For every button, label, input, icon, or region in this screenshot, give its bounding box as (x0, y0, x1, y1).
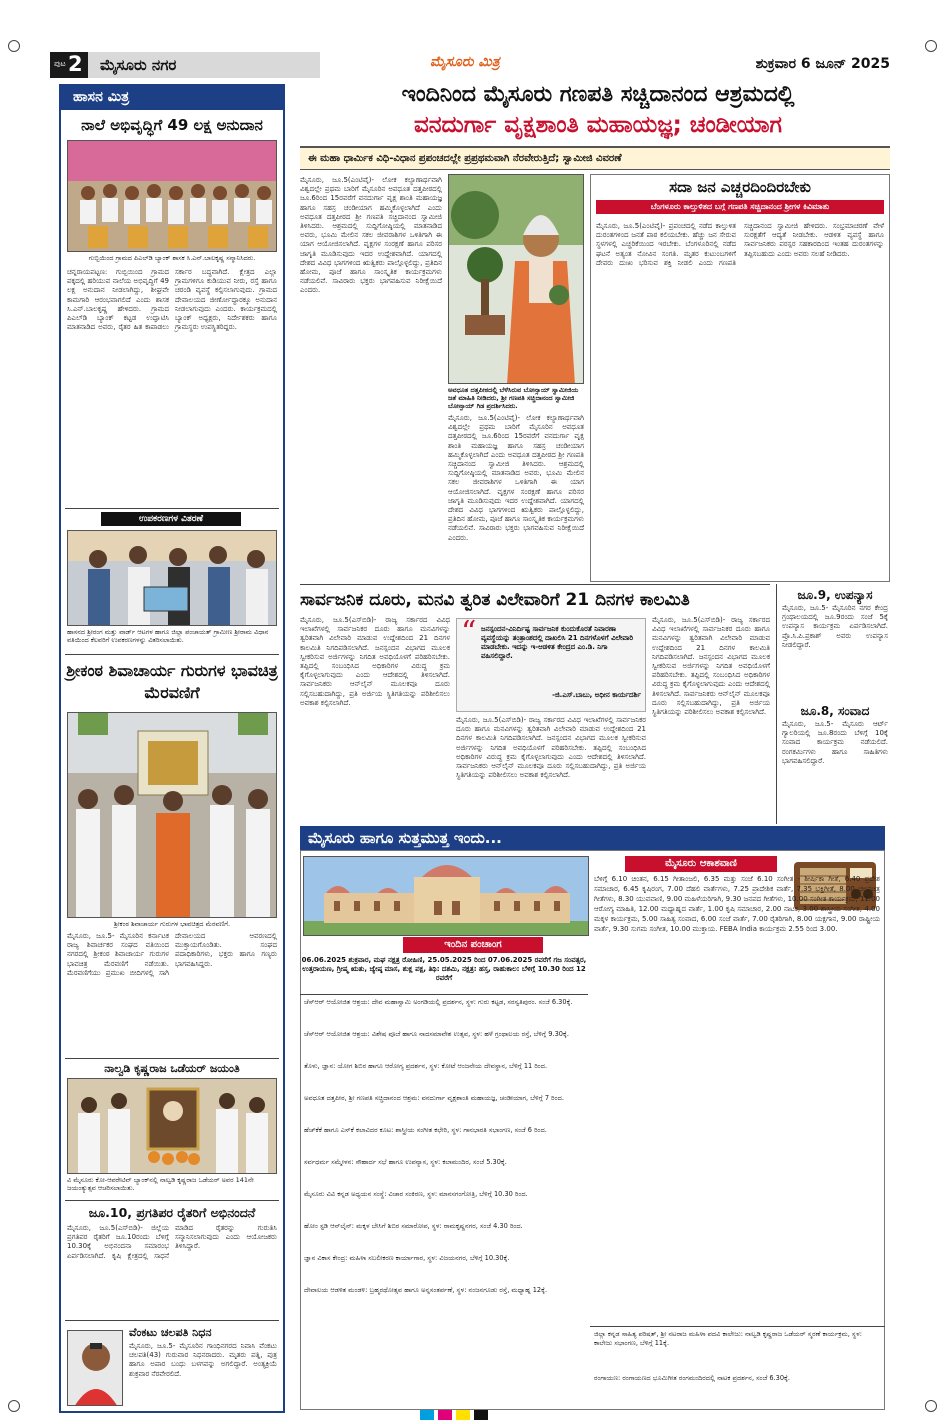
group-photo-image (68, 141, 277, 252)
public-story-body-col1: ಮೈಸೂರು, ಜೂ.5(ಎಸ್‌ಬಿಡಿ)- ರಾಜ್ಯ ಸರ್ಕಾರದ ವಿವಿಧ ಇಲಾಖೆಗಳಲ್ಲಿ ಸಾರ್ವಜನಿಕರ ದೂರು ಹಾಗೂ ಮನವಿಗಳನ್ನು ತ್ವರಿತವಾಗಿ ವಿಲೇವಾರಿ ಮಾಡುವ ಉದ್ದೇಶದಿಂದ 21 ದಿನಗಳ ಕಾಲಮಿತಿ ನಿಗದಿಪಡಿಸಲಾಗಿದೆ. ಜನಸ್ಪಂದನ ವಿಭಾಗದ ಮೂಲಕ ಸ್ವೀಕರಿಸುವ ಅರ್ಜಿಗಳನ್ನು ನಿಗದಿತ ಅವಧಿಯೊಳಗೆ ಪರಿಹರಿಸಬೇಕು. ತಪ್ಪಿದಲ್ಲಿ ಸಂಬಂಧಿಸಿದ ಅಧಿಕಾರಿಗಳ ವಿರುದ್ಧ ಕ್ರಮ ಕೈಗೊಳ್ಳಲಾಗುವುದು ಎಂದು ಆದೇಶದಲ್ಲಿ ತಿಳಿಸಲಾಗಿದೆ. ಸಾರ್ವಜನಿಕರು ಆನ್‌ಲೈನ್ ಮೂಲಕವೂ ದೂರು ಸಲ್ಲಿಸಬಹುದಾಗಿದ್ದು, ಪ್ರತಿ ಅರ್ಜಿಯ ಸ್ಥಿತಿಗತಿಯನ್ನು ಪರಿಶೀಲಿಸಲು ಅವಕಾಶ ಕಲ್ಪಿಸಲಾಗಿದೆ. (300, 616, 450, 707)
procession-photo-image (68, 713, 277, 918)
left-column-title: ಹಾಸನ ಮಿತ್ರ (73, 89, 130, 105)
public-story-body-col2: ಮೈಸೂರು, ಜೂ.5(ಎಸ್‌ಬಿಡಿ)- ರಾಜ್ಯ ಸರ್ಕಾರದ ವಿವಿಧ ಇಲಾಖೆಗಳಲ್ಲಿ ಸಾರ್ವಜನಿಕರ ದೂರು ಹಾಗೂ ಮನವಿಗಳನ್ನು ತ್ವರಿತವಾಗಿ ವಿಲೇವಾರಿ ಮಾಡುವ ಉದ್ದೇಶದಿಂದ 21 ದಿನಗಳ ಕಾಲಮಿತಿ ನಿಗದಿಪಡಿಸಲಾಗಿದೆ. ಜನಸ್ಪಂದನ ವಿಭಾಗದ ಮೂಲಕ ಸ್ವೀಕರಿಸುವ ಅರ್ಜಿಗಳನ್ನು ನಿಗದಿತ ಅವಧಿಯೊಳಗೆ ಪರಿಹರಿಸಬೇಕು. ತಪ್ಪಿದಲ್ಲಿ ಸಂಬಂಧಿಸಿದ ಅಧಿಕಾರಿಗಳ ವಿರುದ್ಧ ಕ್ರಮ ಕೈಗೊಳ್ಳಲಾಗುವುದು ಎಂದು ಆದೇಶದಲ್ಲಿ ತಿಳಿಸಲಾಗಿದೆ. ಸಾರ್ವಜನಿಕರು ಆನ್‌ಲೈನ್ ಮೂಲಕವೂ ದೂರು ಸಲ್ಲಿಸಬಹುದಾಗಿದ್ದು, ಪ್ರತಿ ಅರ್ಜಿಯ ಸ್ಥಿತಿಗತಿಯನ್ನು ಪರಿಶೀಲಿಸಲು ಅವಕಾಶ ಕಲ್ಪಿಸಲಾಗಿದೆ. (456, 716, 646, 780)
registration-mark (8, 1400, 20, 1412)
obituary-photo (67, 1330, 123, 1406)
story3-headline: ಶ್ರೀಕಂಠ ಶಿವಾಚಾರ್ಯ ಗುರುಗಳ ಭಾವಚಿತ್ರ ಮೆರವಣಿಗೆ (66, 661, 278, 702)
story1-body: ಚನ್ನರಾಯಪಟ್ಟಣ: ಗುಬ್ಬಿಯಿಂದ ಗ್ರಾಮದ ಪಕ್ಕದಲ್ಲಿ ಹರಿಯುವ ನಾಲೆಯ ಅಭಿವೃದ್ಧಿಗೆ 49 ಲಕ್ಷ ಅನುದಾನ ನೀಡಲಾಗಿದ್ದು, ಶೀಘ್ರವೇ ಕಾಮಗಾರಿ ಆರಂಭವಾಗಲಿದೆ ಎಂದು ಶಾಸಕ ಸಿ.ಎನ್.ಬಾಲಕೃಷ್ಣ ಹೇಳಿದರು. ಗ್ರಾಮದ ಪಿಎಲ್‌ಡಿ ಬ್ಯಾಂಕ್ ಕಟ್ಟಡ ಉದ್ಘಾಟಿಸಿ ಮಾತನಾಡಿದ ಅವರು, ರೈತರ ಹಿತ ಕಾಪಾಡಲು ಸರ್ಕಾರ ಬದ್ಧವಾಗಿದೆ. ಕ್ಷೇತ್ರದ ಎಲ್ಲಾ ಗ್ರಾಮಗಳಿಗೂ ಕುಡಿಯುವ ನೀರು, ರಸ್ತೆ ಹಾಗೂ ಚರಂಡಿ ವ್ಯವಸ್ಥೆ ಕಲ್ಪಿಸಲಾಗುವುದು. ಗ್ರಾಮದ ದೇವಾಲಯದ ಜೀರ್ಣೋದ್ಧಾರಕ್ಕೂ ಅನುದಾನ ನೀಡಲಾಗುವುದು ಎಂದರು. ಕಾರ್ಯಕ್ರಮದಲ್ಲಿ ಬ್ಯಾಂಕ್ ಅಧ್ಯಕ್ಷರು, ನಿರ್ದೇಶಕರು ಹಾಗೂ ಗ್ರಾಮಸ್ಥರು ಉಪಸ್ಥಿತರಿದ್ದರು. (67, 268, 277, 332)
divider (776, 584, 777, 824)
story3-caption: ಶ್ರೀಕಂಠ ಶಿವಾಚಾರ್ಯ ಗುರುಗಳ ಭಾವಚಿತ್ರದ ಮೆರವಣಿಗೆ. (113, 920, 231, 928)
page-label: ಪುಟ (54, 59, 66, 68)
main-photo-caption: ಅವಧೂತ ದತ್ತಪೀಠದಲ್ಲಿ ಬೆಳೆಸಿರುವ ಬೋನ್ಸಾಯ್ ಸ್ವಾಮೀಜಿಯ ಜತೆ ಮಾಹಿತಿ ನೀಡಿದರು, ಶ್ರೀ ಗಣಪತಿ ಸಚ್ಚಿದಾನಂದ ಸ್ವಾಮೀಜಿ ಬೋನ್ಸಾಯ್ ಗಿಡ ಪ್ರದರ್ಶಿಸಿದರು. (448, 386, 579, 410)
story3-body: ಮೈಸೂರು, ಜೂ.5- ಮೈಸೂರಿನ ಕರ್ನಾಟಕ ರಾಜ್ಯ ಶಿವಾರ್ಚಕರ ಸಂಘದ ವತಿಯಿಂದ ನಗರದಲ್ಲಿ ಶ್ರೀಕಂಠ ಶಿವಾಚಾರ್ಯ ಗುರುಗಳ ಭಾವಚಿತ್ರ ಮೆರವಣಿಗೆ ನಡೆಯಿತು. ಮೆರವಣಿಗೆಯು ಪ್ರಮುಖ ಬೀದಿಗಳಲ್ಲಿ ಸಾಗಿ ದೇವಾಲಯದ ಆವರಣದಲ್ಲಿ ಮುಕ್ತಾಯಗೊಂಡಿತು. ಸಂಘದ ಪದಾಧಿಕಾರಿಗಳು, ಭಕ್ತರು ಹಾಗೂ ಗಣ್ಯರು ಭಾಗವಹಿಸಿದ್ದರು. (67, 932, 277, 977)
story5-headline: ಜೂ.10, ಪ್ರಗತಿಪರ ರೈತರಿಗೆ ಅಭಿನಂದನೆ (88, 1205, 256, 1220)
public-story-quote-box (456, 615, 646, 712)
panchanga-title: ಇಂದಿನ ಪಂಚಾಂಗ (403, 937, 543, 953)
page-header (50, 52, 890, 78)
divider (65, 654, 279, 655)
event-item: ತೊಳು, ಜ್ಞಾನ: ಯೋಗ ಶಿಬಿರ ಹಾಗೂ ಆರೋಗ್ಯ ಪ್ರದರ್ಶನ, ಸ್ಥಳ: ಕೋಟೆ ಆಂಜನೇಯ ದೇವಸ್ಥಾನ, ಬೆಳಿಗ್ಗೆ 11 ರಿಂದ. (304, 1062, 548, 1070)
story2-photo (67, 530, 277, 626)
event-item: ಮೈಸೂರು ವಿವಿ ಕನ್ನಡ ಅಧ್ಯಯನ ಸಂಸ್ಥೆ: ವಿಚಾರ ಸಂಕಿರಣ, ಸ್ಥಳ: ಮಾನಸಗಂಗೋತ್ರಿ, ಬೆಳಿಗ್ಗೆ 10.30 ರಿಂದ. (304, 1190, 528, 1198)
masthead: ಮೈಸೂರು ಮಿತ್ರ (430, 54, 500, 70)
main-headline-line1: ಇಂದಿನಿಂದ ಮೈಸೂರು ಗಣಪತಿ ಸಚ್ಚಿದಾನಂದ ಆಶ್ರಮದಲ್ಲಿ (401, 82, 795, 107)
notice1-body: ಮೈಸೂರು, ಜೂ.5- ಮೈಸೂರಿನ ನಗರ ಕೇಂದ್ರ ಗ್ರಂಥಾಲಯದಲ್ಲಿ ಜೂ.9ರಂದು ಸಂಜೆ 5ಕ್ಕೆ ಉಪನ್ಯಾಸ ಕಾರ್ಯಕ್ರಮ ಏರ್ಪಡಿಸಲಾಗಿದೆ. ಪ್ರೊ.ಸಿ.ಪಿ.ಪ್ರಕಾಶ್ ಅವರು ಉಪನ್ಯಾಸ ನೀಡಲಿದ್ದಾರೆ. (782, 604, 888, 649)
page-number: 2 (68, 52, 83, 76)
events-title: ಮೈಸೂರು ಹಾಗೂ ಸುತ್ತಮುತ್ತ ಇಂದು... (308, 829, 502, 847)
event-item: ದೇವಾಲಯ ಆಡಳಿತ ಮಂಡಳಿ: ಬ್ರಹ್ಮರಥೋತ್ಸವ ಹಾಗೂ ಅನ್ನಸಂತರ್ಪಣೆ, ಸ್ಥಳ: ನಂಜನಗೂಡು ರಸ್ತೆ, ಮಧ್ಯಾಹ್ನ 12ಕ್ಕೆ. (304, 1286, 548, 1294)
story4-caption: ವಿ ಮೈಸೂರು ಕೋ-ಆಪರೇಟಿವ್ ಬ್ಯಾಂಕ್‌ನಲ್ಲಿ ನಾಲ್ವಡಿ ಕೃಷ್ಣರಾಜ ಒಡೆಯರ್ ಅವರ 141ನೇ ಜಯಂತ್ಯುತ್ಸವ ಆಚರಿಸಲಾಯಿತು. (67, 1176, 254, 1192)
radio-title: ಮೈಸೂರು ಆಕಾಶವಾಣಿ (625, 856, 777, 872)
event-item: ಹೆಚ್‌ಕೆಕೆ ಹಾಗೂ ಎಸ್‌ಕೆ ಕಲಾವಿದರ ಕೂಟ: ಶಾಸ್ತ್ರೀಯ ಸಂಗೀತ ಕಛೇರಿ, ಸ್ಥಳ: ಗಾನಭಾರತಿ ಸಭಾಂಗಣ, ಸಂಜೆ 6 ರಿಂದ. (304, 1126, 547, 1134)
portrait-image (68, 1331, 123, 1406)
registration-mark (925, 40, 937, 52)
main-story-body-col2: ಮೈಸೂರು, ಜೂ.5(ಎಂಟಿವೈ)- ಲೋಕ ಕಲ್ಯಾಣಾರ್ಥವಾಗಿ ವಿಶ್ವದಲ್ಲೇ ಪ್ರಥಮ ಬಾರಿಗೆ ಮೈಸೂರಿನ ಅವಧೂತ ದತ್ತಪೀಠದಲ್ಲಿ ಜೂ.6ರಿಂದ 15ರವರೆಗೆ ವನದುರ್ಗಾ ವೃಕ್ಷ ಶಾಂತಿ ಮಹಾಯಜ್ಞ ಹಾಗೂ ಸಹಸ್ರ ಚಂಡೀಯಾಗ ಹಮ್ಮಿಕೊಳ್ಳಲಾಗಿದೆ ಎಂದು ಅವಧೂತ ದತ್ತಪೀಠದ ಶ್ರೀ ಗಣಪತಿ ಸಚ್ಚಿದಾನಂದ ಸ್ವಾಮೀಜಿ ತಿಳಿಸಿದರು. ಆಶ್ರಮದಲ್ಲಿ ಸುದ್ದಿಗೋಷ್ಠಿಯಲ್ಲಿ ಮಾತನಾಡಿದ ಅವರು, ಭೂಮಿ ಮೇಲಿನ ಸಕಲ ಜೀವರಾಶಿಗಳ ಒಳಿತಿಗಾಗಿ ಈ ಯಾಗ ಆಯೋಜಿಸಲಾಗಿದೆ. ವೃಕ್ಷಗಳ ಸಂರಕ್ಷಣೆ ಹಾಗೂ ಪರಿಸರ ಜಾಗೃತಿ ಮೂಡಿಸುವುದು ಇದರ ಉದ್ದೇಶವಾಗಿದೆ. ಯಾಗದಲ್ಲಿ ದೇಶದ ವಿವಿಧ ಭಾಗಗಳಿಂದ ಋತ್ವಿಕರು ಪಾಲ್ಗೊಳ್ಳಲಿದ್ದು, ಪ್ರತಿದಿನ ಹೋಮ, ಪೂಜೆ ಹಾಗೂ ಸಾಂಸ್ಕೃತಿಕ ಕಾರ್ಯಕ್ರಮಗಳು ನಡೆಯಲಿವೆ. ಸಾವಿರಾರು ಭಕ್ತರು ಭಾಗವಹಿಸುವ ನಿರೀಕ್ಷೆಯಿದೆ ಎಂದರು. (448, 414, 584, 542)
notice2-title: ಜೂ.8, ಸಂವಾದ (800, 704, 870, 718)
swamiji-bonsai-image (449, 175, 584, 384)
event-item: ಚೆಸ್‌ಆರ್‌ ಆಯೋಜಿತ ಆಶ್ರಯ: ದೇವ ಮಹಾಸ್ವಾಮಿ ಅಂಗಡಿಯಲ್ಲಿ ಪ್ರದರ್ಶನ, ಸ್ಥಳ: ಗುರು ಕಟ್ಟಡ, ಸರಸ್ವತಿಪುರಂ. ಸಂಜೆ 6.30ಕ್ಕೆ. (304, 998, 573, 1006)
color-swatch (438, 1410, 452, 1420)
divider (65, 1200, 279, 1201)
left-column-header (61, 86, 283, 110)
jayanti-photo-image (68, 1079, 277, 1174)
story2-title: ಉಪಕರಣಗಳ ವಿತರಣೆ (101, 512, 241, 526)
page-number-box (50, 52, 88, 78)
story1-headline: ನಾಲೆ ಅಭಿವೃದ್ಧಿಗೆ 49 ಲಕ್ಷ ಅನುದಾನ (81, 116, 263, 134)
notice2-body: ಮೈಸೂರು, ಜೂ.5- ಮೈಸೂರು ಆರ್ಟ್ ಗ್ಯಾಲರಿಯಲ್ಲಿ ಜೂ.8ರಂದು ಬೆಳಿಗ್ಗೆ 10ಕ್ಕೆ ಸಂವಾದ ಕಾರ್ಯಕ್ರಮ ನಡೆಯಲಿದೆ. ರಂಗಕರ್ಮಿಗಳು ಹಾಗೂ ಸಾಹಿತಿಗಳು ಭಾಗವಹಿಸಲಿದ್ದಾರೆ. (782, 720, 888, 765)
quote-author: -ಜಿ.ಎಸ್.ಬಾಬು, ಅಧೀನ ಕಾರ್ಯದರ್ಶಿ (552, 691, 641, 699)
story1-caption: ಗುಬ್ಬಿಯಿಂದ ಗ್ರಾಮದ ಪಿಎಲ್‌ಡಿ ಬ್ಯಾಂಕ್ ಶಾಸಕ ಸಿ.ಎನ್.ಬಾಲಕೃಷ್ಣ ಸನ್ಮಾನಿಸಿದರು. (88, 254, 256, 262)
story6-headline: ವೆಂಕಟು ಚಲಪತಿ ನಿಧನ (129, 1326, 212, 1339)
main-story-body-col1: ಮೈಸೂರು, ಜೂ.5(ಎಂಟಿವೈ)- ಲೋಕ ಕಲ್ಯಾಣಾರ್ಥವಾಗಿ ವಿಶ್ವದಲ್ಲೇ ಪ್ರಥಮ ಬಾರಿಗೆ ಮೈಸೂರಿನ ಅವಧೂತ ದತ್ತಪೀಠದಲ್ಲಿ ಜೂ.6ರಿಂದ 15ರವರೆಗೆ ವನದುರ್ಗಾ ವೃಕ್ಷ ಶಾಂತಿ ಮಹಾಯಜ್ಞ ಹಾಗೂ ಸಹಸ್ರ ಚಂಡೀಯಾಗ ಹಮ್ಮಿಕೊಳ್ಳಲಾಗಿದೆ ಎಂದು ಅವಧೂತ ದತ್ತಪೀಠದ ಶ್ರೀ ಗಣಪತಿ ಸಚ್ಚಿದಾನಂದ ಸ್ವಾಮೀಜಿ ತಿಳಿಸಿದರು. ಆಶ್ರಮದಲ್ಲಿ ಸುದ್ದಿಗೋಷ್ಠಿಯಲ್ಲಿ ಮಾತನಾಡಿದ ಅವರು, ಭೂಮಿ ಮೇಲಿನ ಸಕಲ ಜೀವರಾಶಿಗಳ ಒಳಿತಿಗಾಗಿ ಈ ಯಾಗ ಆಯೋಜಿಸಲಾಗಿದೆ. ವೃಕ್ಷಗಳ ಸಂರಕ್ಷಣೆ ಹಾಗೂ ಪರಿಸರ ಜಾಗೃತಿ ಮೂಡಿಸುವುದು ಇದರ ಉದ್ದೇಶವಾಗಿದೆ. ಯಾಗದಲ್ಲಿ ದೇಶದ ವಿವಿಧ ಭಾಗಗಳಿಂದ ಋತ್ವಿಕರು ಪಾಲ್ಗೊಳ್ಳಲಿದ್ದು, ಪ್ರತಿದಿನ ಹೋಮ, ಪೂಜೆ ಹಾಗೂ ಸಾಂಸ್ಕೃತಿಕ ಕಾರ್ಯಕ್ರಮಗಳು ನಡೆಯಲಿವೆ. ಸಾವಿರಾರು ಭಕ್ತರು ಭಾಗವಹಿಸುವ ನಿರೀಕ್ಷೆಯಿದೆ ಎಂದರು. (300, 176, 442, 295)
story6-body: ಮೈಸೂರು, ಜೂ.5- ಮೈಸೂರಿನ ಗಾಂಧಿನಗರದ ನಿವಾಸಿ ವೆಂಕಟು ಚಲಪತಿ(43) ಗುರುವಾರ ನಿಧನರಾದರು. ಮೃತರು ಪತ್ನಿ, ಪುತ್ರ ಹಾಗೂ ಅಪಾರ ಬಂಧು ಬಳಗವನ್ನು ಅಗಲಿದ್ದಾರೆ. ಅಂತ್ಯಕ್ರಿಯೆ ಶುಕ್ರವಾರ ನೆರವೇರಲಿದೆ. (129, 1342, 277, 1378)
event-item: ರಂಗಾಯಣ: ರಂಗಾಯಣದ ಭೂಮಿಗೀತ ರಂಗಮಂದಿರದಲ್ಲಿ ನಾಟಕ ಪ್ರದರ್ಶನ, ಸಂಜೆ 6.30ಕ್ಕೆ. (594, 1374, 790, 1382)
story1-photo (67, 140, 277, 252)
radio-schedule: ಬೆಳಿಗ್ಗೆ 6.10 ಚಿಂತನ, 6.15 ಗೀತಾಂಜಲಿ, 6.35 ಮತ್ತು ಸಂಜೆ 6.10 ಸಂಗೀತ - ಶೀರ್ಷಿಕಾ ಗೀತೆ, 6.40 ಪ್ರದೇಶ ಸಮಾಚಾರ, 6.45 ಕೃಷಿರಂಗ, 7.00 ದೆಹಲಿ ವಾರ್ತೆಗಳು, 7.25 ಪ್ರಾದೇಶಿಕ ವಾರ್ತೆ, 7.35 ಭಕ್ತಿಗೀತೆ, 8.00 ಚಲನಚಿತ್ರ ಗೀತೆಗಳು, 8.30 ಯುವವಾಣಿ, 9.00 ಮಹಿಳೆಯರಿಗಾಗಿ, 9.30 ಜನಪದ ಗೀತೆಗಳು, 10.00 ಸಂಗೀತ ಕಾರ್ಯಕ್ರಮ, 11.00 ಆರೋಗ್ಯ ಮಾಹಿತಿ, 12.00 ಮಧ್ಯಾಹ್ನದ ವಾರ್ತೆ, 1.00 ಕೃಷಿ ಸಮಾಚಾರ, 2.00 ನಾಟಕ, 3.00 ಶಾಸ್ತ್ರೀಯ ಸಂಗೀತ, 4.00 ಮಕ್ಕಳ ಕಾರ್ಯಕ್ರಮ, 5.00 ಸಾಹಿತ್ಯ ಸಂವಾದ, 6.00 ಸಂಜೆ ವಾರ್ತೆ, 7.00 ರೈತರಿಗಾಗಿ, 8.00 ಯಕ್ಷಗಾನ, 9.00 ರಾಷ್ಟ್ರೀಯ ವಾರ್ತೆ, 9.30 ಸುಗಮ ಸಂಗೀತ, 10.00 ಮುಕ್ತಾಯ. FEBA India ಕಾರ್ಯಕ್ರಮ 2.55 ರಿಂದ 3.00. (594, 875, 880, 933)
event-item: ಚೆಸ್‌ಆರ್‌ ಆಯೋಜಿತ ಆಶ್ರಯ: ವಿಶೇಷ ಪೂಜೆ ಹಾಗೂ ನಾದಸಮಾವೇಶ ಉತ್ಸವ, ಸ್ಥಳ: ಹಳೆ ಗ್ರಂಥಾಲಯ ರಸ್ತೆ, ಬೆಳಿಗ್ಗೆ 9.30ಕ್ಕೆ. (304, 1030, 569, 1038)
inset-headline: ಸದಾ ಜನ ಎಚ್ಚರದಿಂದಿರಬೇಕು (669, 178, 811, 196)
event-item: ಅವಧೂತ ದತ್ತಪೀಠ, ಶ್ರೀ ಗಣಪತಿ ಸಚ್ಚಿದಾನಂದ ಆಶ್ರಮ: ವನದುರ್ಗಾ ವೃಕ್ಷಶಾಂತಿ ಮಹಾಯಜ್ಞ, ಚಂಡೀಯಾಗ, ಬೆಳಿಗ್ಗೆ 7 ರಿಂದ. (304, 1094, 564, 1102)
story5-body: ಮೈಸೂರು, ಜೂ.5(ಎಸ್‌ಬಿಡಿ)- ಜಿಲ್ಲೆಯ ಪ್ರಗತಿಪರ ರೈತರಿಗೆ ಜೂ.10ರಂದು ಬೆಳಿಗ್ಗೆ 10.30ಕ್ಕೆ ಅಭಿನಂದನಾ ಸಮಾರಂಭ ಏರ್ಪಡಿಸಲಾಗಿದೆ. ಕೃಷಿ ಕ್ಷೇತ್ರದಲ್ಲಿ ಸಾಧನೆ ಮಾಡಿದ ರೈತರನ್ನು ಗುರುತಿಸಿ ಸನ್ಮಾನಿಸಲಾಗುವುದು ಎಂದು ಆಯೋಜಕರು ತಿಳಿಸಿದ್ದಾರೆ. (67, 1224, 277, 1260)
events-header (300, 826, 885, 850)
main-subheadline-bar (300, 146, 890, 170)
main-subheadline: ಈ ಮಹಾ ಧಾರ್ಮಿಕ ವಿಧಿ-ವಿಧಾನ ಪ್ರಪಂಚದಲ್ಲೇ ಪ್ರಪ್ರಥಮವಾಗಿ ನೆರವೇರುತ್ತಿದೆ; ಸ್ವಾಮೀಜಿ ವಿವರಣೆ (308, 153, 622, 164)
divider (300, 584, 770, 585)
main-story-photo (448, 174, 584, 384)
event-item: ಹೋಂ ಸ್ಟಡಿ ಆನ್‌ಲೈನ್‌: ಮಕ್ಕಳ ಬೇಸಿಗೆ ಶಿಬಿರ ಸಮಾರೋಪ, ಸ್ಥಳ: ರಾಮಕೃಷ್ಣನಗರ, ಸಂಜೆ 4.30 ರಿಂದ. (304, 1222, 523, 1230)
event-item: ಜ್ಞಾನ ವಿಕಾಸ ಕೇಂದ್ರ: ಮಹಿಳಾ ಸಬಲೀಕರಣ ಕಾರ್ಯಾಗಾರ, ಸ್ಥಳ: ವಿಜಯನಗರ, ಬೆಳಿಗ್ಗೆ 10.30ಕ್ಕೆ. (304, 1254, 510, 1262)
public-story-headline: ಸಾರ್ವಜನಿಕ ದೂರು, ಮನವಿ ತ್ವರಿತ ವಿಲೇವಾರಿಗೆ 21 ದಿನಗಳ ಕಾಲಮಿತಿ (300, 590, 690, 610)
story4-photo (67, 1078, 277, 1174)
notice1-title: ಜೂ.9, ಉಪನ್ಯಾಸ (797, 588, 873, 602)
inset-subheadline: ಬೆಂಗಳೂರು ಕಾಲ್ತುಳಿತದ ಬಗ್ಗೆ ಗಣಪತಿ ಸಚ್ಚಿದಾನಂದ ಶ್ರೀಗಳ ಕಿವಿಮಾತು (596, 200, 884, 214)
dateline: ಶುಕ್ರವಾರ 6 ಜೂನ್ 2025 (755, 56, 890, 72)
registration-mark (8, 40, 20, 52)
panchanga-text: 06.06.2025 ಶುಕ್ರವಾರ, ಮಘ ನಕ್ಷತ್ರ ರೋಹಿಣಿ, 25.05.2025 ರಿಂದ 07.06.2025 ರವರೆಗೆ ಗಜ ಸಂವತ್ಸರ, ಉತ್ತರಾಯಣ, ಗ್ರೀಷ್ಮ ಋತು, ಜ್ಯೇಷ್ಠ ಮಾಸ, ಶುಕ್ಲ ಪಕ್ಷ, ತಿಥಿ: ದಶಮಿ, ನಕ್ಷತ್ರ: ಹಸ್ತ, ರಾಹುಕಾಲ: ಬೆಳಿಗ್ಗೆ 10.30 ರಿಂದ 12 ರವರೆಗೆ (301, 956, 587, 982)
divider (65, 1320, 279, 1321)
section-name-bar (88, 52, 320, 78)
story3-photo (67, 712, 277, 918)
event-item: ಜಿಲ್ಲಾ ಕನ್ನಡ ಸಾಹಿತ್ಯ ಪರಿಷತ್, ಶ್ರೀ ನಟರಾಜ ಮಹಿಳಾ ಪದವಿ ಕಾಲೇಜು: ನಾಲ್ವಡಿ ಕೃಷ್ಣರಾಜ ಒಡೆಯರ್ ಸ್ಮರಣೆ ಕಾರ್ಯಕ್ರಮ, ಸ್ಥಳ: ಕಾಲೇಜು ಸಭಾಂಗಣ, ಬೆಳಿಗ್ಗೆ 11ಕ್ಕೆ. (594, 1330, 862, 1347)
story4-title: ನಾಲ್ವಡಿ ಕೃಷ್ಣರಾಜ ಒಡೆಯರ್ ಜಯಂತಿ (104, 1062, 240, 1075)
left-column (59, 84, 285, 1413)
divider (65, 1058, 279, 1059)
color-swatch (420, 1410, 434, 1420)
quote-text: ಜನಸ್ಪಂದನ-ವಿನಿರ್ದಿಷ್ಟ ಸಾರ್ವಜನಿಕ ಕುಂದುಕೊರತೆ ನಿವಾರಣಾ ವ್ಯವಸ್ಥೆಯನ್ನು ತಂತ್ರಾಂಶದಲ್ಲಿ ದಾಖಲಿಸಿ 21 ದಿನಗಳೊಳಗೆ ವಿಲೇವಾರಿ ಮಾಡಬೇಕು. ಇದನ್ನು ಇ-ಆಡಳಿತ ಕೇಂದ್ರದ ಎಂ.ಡಿ. ನಿಗಾ ವಹಿಸಲಿದ್ದಾರೆ. (481, 625, 634, 660)
color-swatch (474, 1410, 488, 1420)
public-story-body-col3: ಮೈಸೂರು, ಜೂ.5(ಎಸ್‌ಬಿಡಿ)- ರಾಜ್ಯ ಸರ್ಕಾರದ ವಿವಿಧ ಇಲಾಖೆಗಳಲ್ಲಿ ಸಾರ್ವಜನಿಕರ ದೂರು ಹಾಗೂ ಮನವಿಗಳನ್ನು ತ್ವರಿತವಾಗಿ ವಿಲೇವಾರಿ ಮಾಡುವ ಉದ್ದೇಶದಿಂದ 21 ದಿನಗಳ ಕಾಲಮಿತಿ ನಿಗದಿಪಡಿಸಲಾಗಿದೆ. ಜನಸ್ಪಂದನ ವಿಭಾಗದ ಮೂಲಕ ಸ್ವೀಕರಿಸುವ ಅರ್ಜಿಗಳನ್ನು ನಿಗದಿತ ಅವಧಿಯೊಳಗೆ ಪರಿಹರಿಸಬೇಕು. ತಪ್ಪಿದಲ್ಲಿ ಸಂಬಂಧಿಸಿದ ಅಧಿಕಾರಿಗಳ ವಿರುದ್ಧ ಕ್ರಮ ಕೈಗೊಳ್ಳಲಾಗುವುದು ಎಂದು ಆದೇಶದಲ್ಲಿ ತಿಳಿಸಲಾಗಿದೆ. ಸಾರ್ವಜನಿಕರು ಆನ್‌ಲೈನ್ ಮೂಲಕವೂ ದೂರು ಸಲ್ಲಿಸಬಹುದಾಗಿದ್ದು, ಪ್ರತಿ ಅರ್ಜಿಯ ಸ್ಥಿತಿಗತಿಯನ್ನು ಪರಿಶೀಲಿಸಲು ಅವಕಾಶ ಕಲ್ಪಿಸಲಾಗಿದೆ. (652, 616, 770, 717)
divider (65, 508, 279, 509)
mysore-palace-image (304, 857, 589, 936)
registration-mark (925, 1400, 937, 1412)
inset-story-body: ಮೈಸೂರು, ಜೂ.5(ಎಂಟಿವೈ)- ಪ್ರಪಂಚದಲ್ಲಿ ನಡೆದ ಕಾಲ್ತುಳಿತ ದುರಂತಗಳಿಂದ ಜನತೆ ಪಾಠ ಕಲಿಯಬೇಕು. ಹೆಚ್ಚು ಜನ ಸೇರುವ ಸ್ಥಳಗಳಲ್ಲಿ ಎಚ್ಚರಿಕೆಯಿಂದ ಇರಬೇಕು. ಬೆಂಗಳೂರಿನಲ್ಲಿ ನಡೆದ ಘಟನೆ ಅತ್ಯಂತ ನೋವಿನ ಸಂಗತಿ. ಮೃತರ ಕುಟುಂಬಗಳಿಗೆ ದೇವರು ದುಃಖ ಭರಿಸುವ ಶಕ್ತಿ ನೀಡಲಿ ಎಂದು ಗಣಪತಿ ಸಚ್ಚಿದಾನಂದ ಸ್ವಾಮೀಜಿ ಹೇಳಿದರು. ಸಂಭ್ರಮಾಚರಣೆ ವೇಳೆ ಸುರಕ್ಷತೆಗೆ ಆದ್ಯತೆ ನೀಡಬೇಕು. ಆಡಳಿತ ವ್ಯವಸ್ಥೆ ಹಾಗೂ ಸಾರ್ವಜನಿಕರು ಪರಸ್ಪರ ಸಹಕಾರದಿಂದ ಇಂತಹ ದುರಂತಗಳನ್ನು ತಪ್ಪಿಸಬಹುದು ಎಂದು ಅವರು ಸಲಹೆ ನೀಡಿದರು. (596, 222, 884, 267)
event-item: ಸರ್ವಧರ್ಮ ಸಮ್ಮೇಳನ: ಸೌಹಾರ್ದ ಸಭೆ ಹಾಗೂ ಉಪನ್ಯಾಸ, ಸ್ಥಳ: ಕಲಾಮಂದಿರ, ಸಂಜೆ 5.30ಕ್ಕೆ. (304, 1158, 507, 1166)
divider (300, 994, 588, 995)
main-headline-line2: ವನದುರ್ಗಾ ವೃಕ್ಷಶಾಂತಿ ಮಹಾಯಜ್ಞ; ಚಂಡೀಯಾಗ (414, 112, 782, 138)
divider (590, 1326, 885, 1327)
palace-photo (303, 856, 589, 936)
section-name: ಮೈಸೂರು ನಗರ (100, 56, 177, 74)
story2-caption: ಹಾಸನದ ಶ್ರೀರಂಗ ಮತ್ತು ವಾರ್ಡ್ ಆಟಗಳ ಹಾಗೂ ಜಿಲ್ಲಾ ಪಂಚಾಯತ್ ಗ್ರಾಮೀಣ ಶ್ರೀರಾಮ ವಿಧಾನ ವತಿಯಿಂದ ಕೆಲವರಿಗೆ ಉಪಕರಣಗಳನ್ನು ವಿತರಿಸಲಾಯಿತು. (67, 628, 269, 644)
quote-icon: “ (461, 615, 477, 650)
color-swatch (456, 1410, 470, 1420)
distribution-photo-image (68, 531, 277, 626)
